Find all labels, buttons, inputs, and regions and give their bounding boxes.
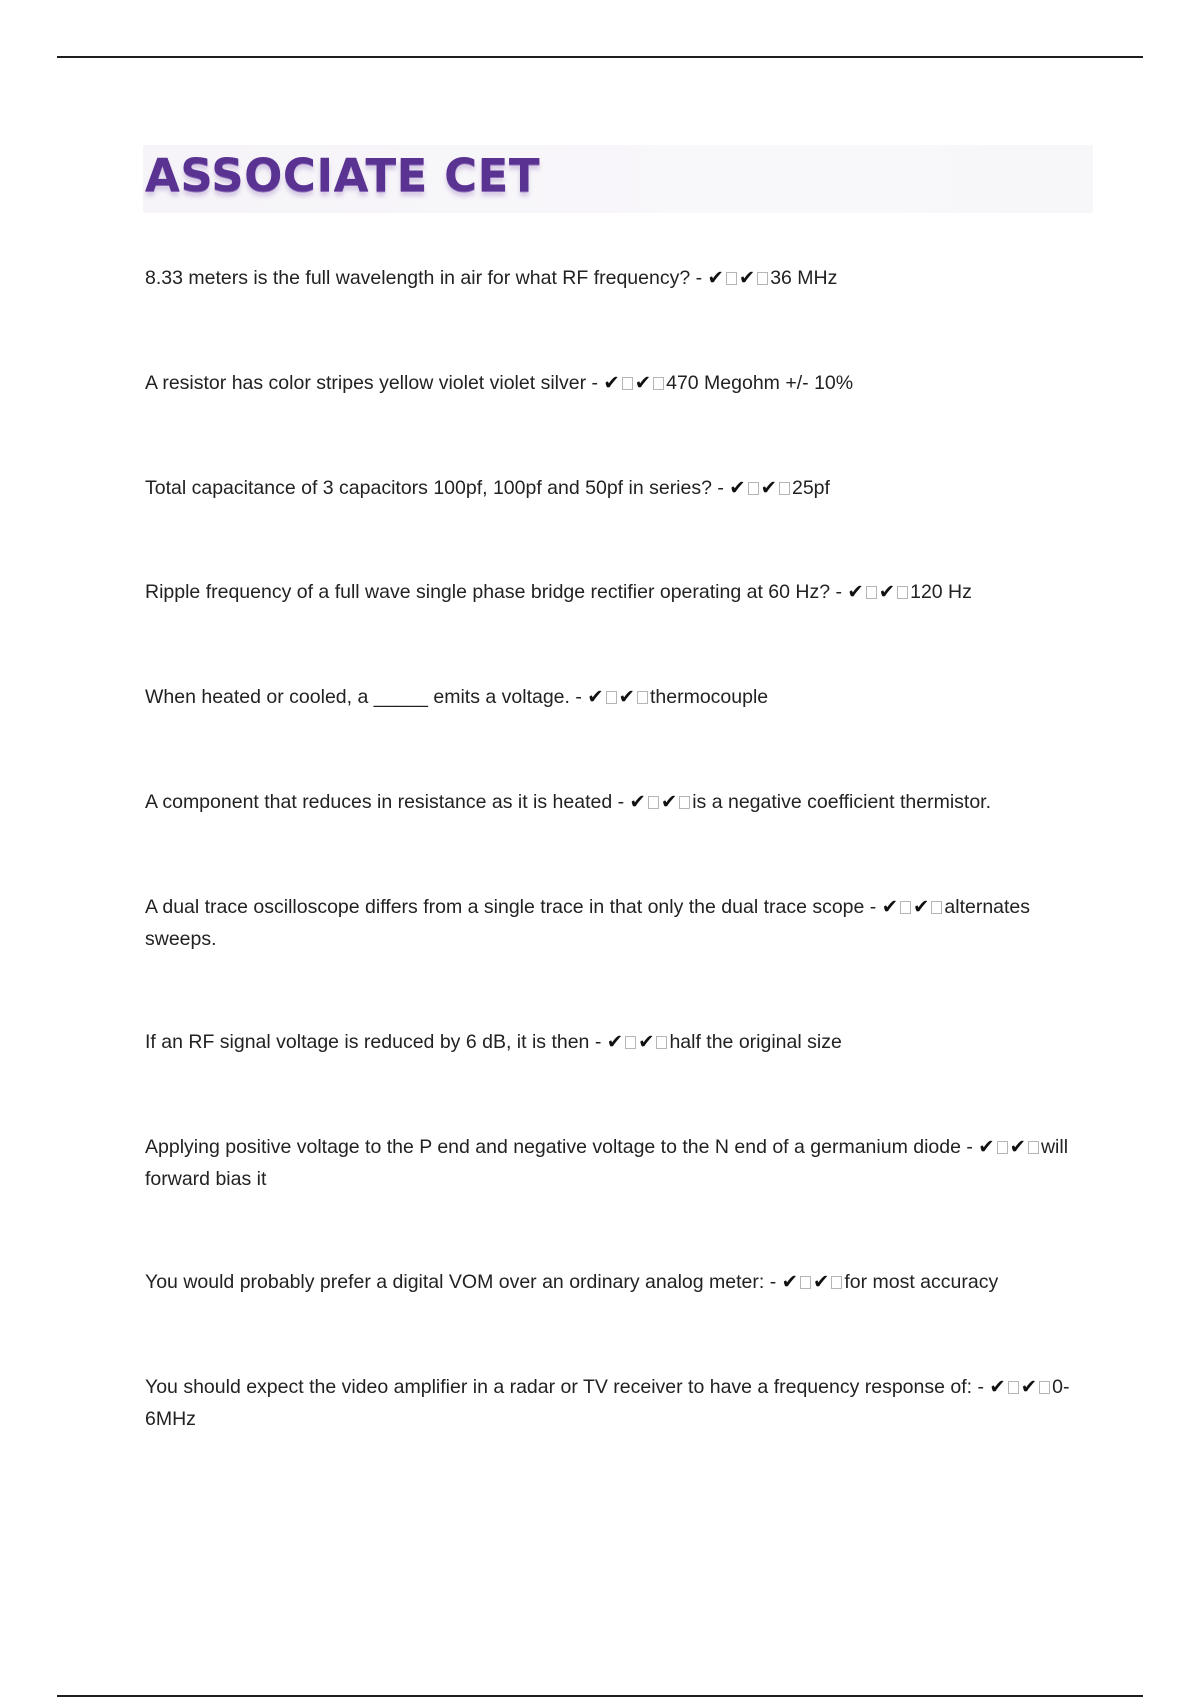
answer-marker-icon: ✔ ✔: [598, 372, 666, 394]
qa-item: [145, 262, 1090, 294]
question-text: When heated or cooled, a _____ emits a voltage. -: [145, 686, 582, 708]
answer-marker-icon: ✔ ✔: [582, 686, 650, 708]
answer-marker-icon: ✔ ✔: [876, 896, 944, 918]
question-text: A dual trace oscilloscope differs from a single trace in that only the dual trace scope -: [145, 896, 877, 918]
question-text: You would probably prefer a digital VOM over an ordinary analog meter: -: [145, 1271, 777, 1293]
question-text: 8.33 meters is the full wavelength in air for what RF frequency? -: [145, 267, 703, 289]
question-text: You should expect the video amplifier in a radar or TV receiver to have a frequency response of: -: [145, 1376, 984, 1398]
answer-text: for most accuracy: [844, 1271, 999, 1293]
qa-item: [145, 1371, 1090, 1435]
answer-marker-icon: ✔ ✔: [601, 1031, 669, 1053]
answer-marker-icon: ✔ ✔: [702, 267, 770, 289]
question-text: A component that reduces in resistance as it is heated -: [145, 791, 625, 813]
qa-item: [145, 367, 1090, 399]
answer-marker-icon: ✔ ✔: [973, 1136, 1041, 1158]
qa-item: [145, 786, 1090, 818]
qa-item: [145, 1131, 1090, 1195]
qa-item: [145, 1266, 1090, 1298]
qa-item: [145, 472, 1090, 504]
answer-marker-icon: ✔ ✔: [776, 1271, 844, 1293]
qa-item: [145, 681, 1090, 713]
answer-marker-icon: ✔ ✔: [624, 791, 692, 813]
answer-text: 25pf: [791, 477, 830, 499]
top-rule: [57, 56, 1143, 58]
qa-item: [145, 1026, 1090, 1058]
qa-item: [145, 576, 1090, 608]
answer-text: 470 Megohm +/- 10%: [666, 372, 854, 394]
question-text: Ripple frequency of a full wave single phase bridge rectifier operating at 60 Hz? -: [145, 581, 842, 603]
question-text: Total capacitance of 3 capacitors 100pf, 100pf and 50pf in series? -: [145, 477, 724, 499]
question-text: A resistor has color stripes yellow violet violet silver -: [145, 372, 598, 394]
answer-marker-icon: ✔ ✔: [842, 581, 910, 603]
answer-text: 0-6MHz: [145, 1376, 1070, 1430]
answer-text: thermocouple: [649, 686, 769, 708]
answer-marker-icon: ✔ ✔: [724, 477, 792, 499]
question-text: If an RF signal voltage is reduced by 6 dB, it is then -: [145, 1031, 602, 1053]
answer-marker-icon: ✔ ✔: [984, 1376, 1052, 1398]
title-banner: [143, 145, 1093, 213]
qa-item: [145, 891, 1090, 955]
question-text: Applying positive voltage to the P end and negative voltage to the N end of a germanium diode -: [145, 1136, 973, 1158]
bottom-rule: [57, 1695, 1143, 1697]
answer-text: 120 Hz: [910, 581, 972, 603]
answer-text: alternates sweeps.: [145, 896, 1031, 950]
answer-text: is a negative coefficient thermistor.: [692, 791, 992, 813]
answer-text: half the original size: [669, 1031, 842, 1053]
answer-text: 36 MHz: [770, 267, 838, 289]
answer-text: will forward bias it: [145, 1136, 1069, 1190]
page-title: ASSOCIATE CET: [145, 149, 541, 202]
